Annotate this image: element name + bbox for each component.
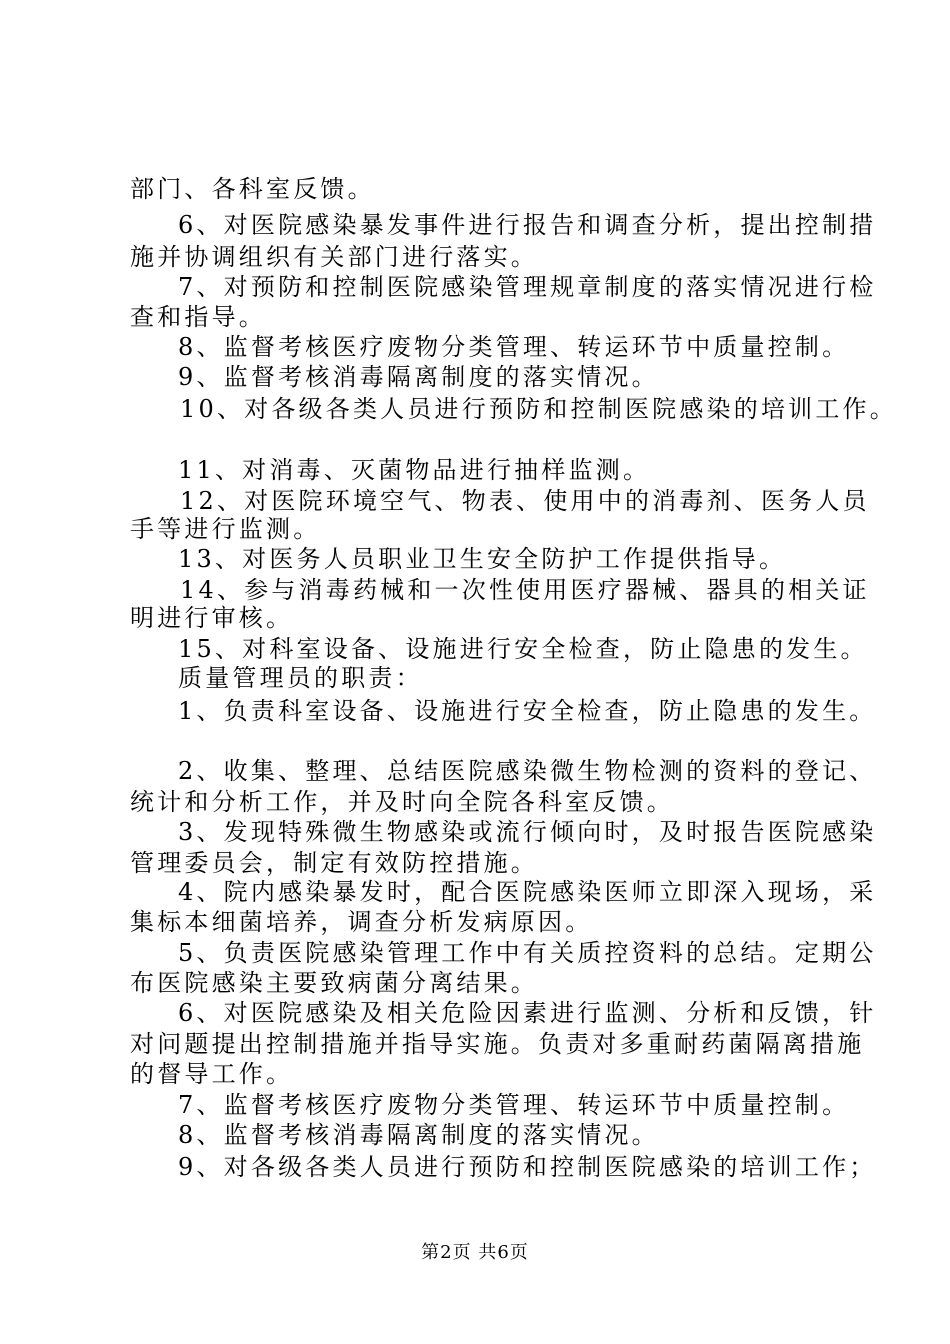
text-line: 7、对预防和控制医院感染管理规章制度的落实情况进行检 — [178, 273, 877, 301]
page-number-footer: 第2页 共6页 — [421, 1242, 529, 1263]
text-line: 9、对各级各类人员进行预防和控制医院感染的培训工作； — [178, 1153, 877, 1181]
text-line: 15、对科室设备、设施进行安全检查，防止隐患的发生。 — [178, 635, 868, 663]
text-line: 的督导工作。 — [130, 1060, 294, 1088]
text-line: 部门、各科室反馈。 — [130, 175, 375, 203]
text-line: 手等进行监测。 — [130, 515, 321, 543]
text-line: 9、监督考核消毒隔离制度的落实情况。 — [178, 363, 659, 391]
text-line: 8、监督考核医疗废物分类管理、转运环节中质量控制。 — [178, 333, 850, 361]
text-line: 施并协调组织有关部门进行落实。 — [130, 243, 538, 271]
text-line: 2、收集、整理、总结医院感染微生物检测的资料的登记、 — [178, 757, 877, 785]
text-line: 1、负责科室设备、设施进行安全检查，防止隐患的发生。 — [178, 697, 877, 725]
text-line: 统计和分析工作，并及时向全院各科室反馈。 — [130, 788, 674, 816]
text-line: 6、对医院感染及相关危险因素进行监测、分析和反馈，针 — [178, 999, 877, 1027]
text-line: 对问题提出控制措施并指导实施。负责对多重耐药菌隔离措施 — [130, 1030, 865, 1058]
text-line: 13、对医务人员职业卫生安全防护工作提供指导。 — [178, 545, 787, 573]
text-line: 明进行审核。 — [130, 604, 294, 632]
text-line: 8、监督考核消毒隔离制度的落实情况。 — [178, 1121, 659, 1149]
text-line: 6、对医院感染暴发事件进行报告和调查分析，提出控制措 — [178, 211, 877, 239]
text-line: 14、参与消毒药械和一次性使用医疗器械、器具的相关证 — [180, 576, 870, 604]
text-line: 3、发现特殊微生物感染或流行倾向时，及时报告医院感染 — [178, 818, 877, 846]
text-line: 集标本细菌培养，调查分析发病原因。 — [130, 908, 593, 936]
text-line: 查和指导。 — [130, 303, 266, 331]
text-line: 7、监督考核医疗废物分类管理、转运环节中质量控制。 — [178, 1091, 850, 1119]
text-line: 12、对医院环境空气、物表、使用中的消毒剂、医务人员 — [180, 487, 870, 515]
text-line: 管理委员会，制定有效防控措施。 — [130, 849, 538, 877]
text-line: 11、对消毒、灭菌物品进行抽样监测。 — [178, 456, 651, 484]
text-line: 5、负责医院感染管理工作中有关质控资料的总结。定期公 — [178, 939, 877, 967]
text-line: 布医院感染主要致病菌分离结果。 — [130, 969, 538, 997]
text-line: 10、对各级各类人员进行预防和控制医院感染的培训工作。 — [180, 395, 897, 423]
text-line: 4、院内感染暴发时，配合医院感染医师立即深入现场，采 — [178, 878, 877, 906]
section-heading: 质量管理员的职责： — [178, 664, 423, 692]
